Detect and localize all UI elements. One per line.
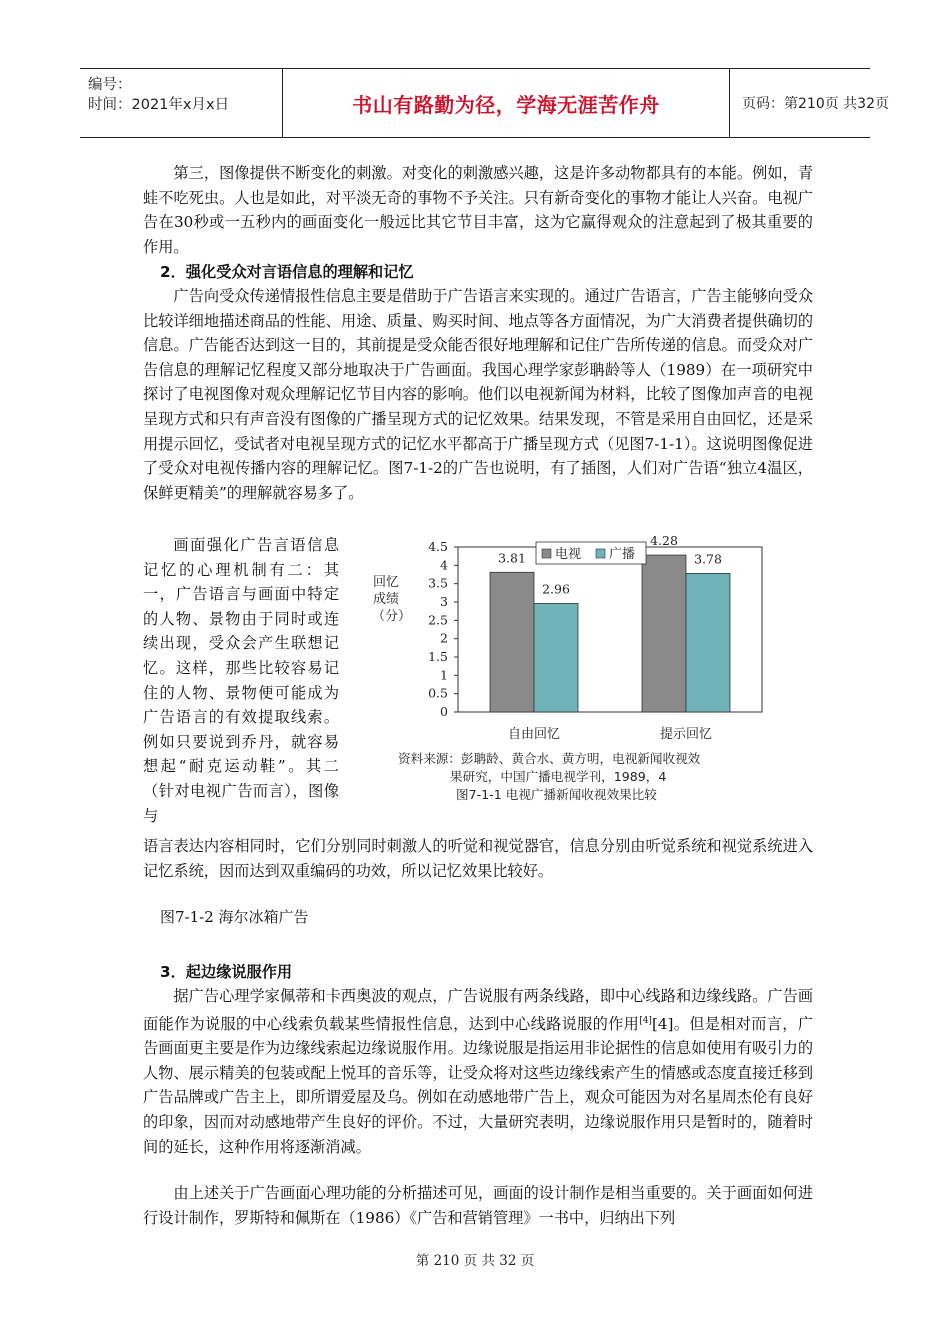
section-heading-2: 2．强化受众对言语信息的理解和记忆 — [160, 263, 414, 281]
bar-value-label: 4.28 — [650, 533, 678, 549]
paragraph-third-point: 第三，图像提供不断变化的刺激。对变化的刺激感兴趣，这是许多动物都具有的本能。例如，青蛙不吃死虫。人也是如此，对平淡无奇的事物不予关注。只有新奇变化的事物才能让人兴奋。电视广告在30秒或一五秒内的画面变化一般远比其它节目丰富，这为它赢得观众的注意起到了极其重要的作用。 — [143, 164, 813, 256]
bar-chart-figure — [368, 532, 764, 812]
bar-value-label: 3.81 — [498, 550, 526, 566]
y-tick-label: 1 — [440, 667, 448, 683]
bar-tv — [642, 555, 686, 712]
citation-superscript: [4] — [639, 1015, 652, 1026]
paragraph-peripheral-part-a: 据广告心理学家佩蒂和卡西奥波的观点，广告说服有两条线路，即中心线路和边缘线路。广告画面能作为说服的中心线索负载某些情报性信息，达到中心线路说服的作用 — [143, 987, 813, 1033]
legend-label: 广播 — [609, 547, 636, 562]
chart-y-axis-label: 回忆成绩（分） — [372, 575, 412, 624]
y-tick-label: 3 — [440, 594, 448, 609]
chart-source-line-1: 资料来源：彭聃龄、黄合水、黄方明，电视新闻收视效 — [398, 751, 701, 766]
header-page-label: 页码：第210页 共32页 — [742, 96, 889, 112]
number-label: 编号： — [88, 77, 132, 93]
paragraph-language-memory: 广告向受众传递情报性信息主要是借助于广告语言来实现的。通过广告语言，广告主能够向受众比较详细地描述商品的性能、用途、质量、购买时间、地点等各方面情况，为广大消费者提供确切的信息。广告能否达到这一目的，其前提是受众能否很好地理解和记住广告所传递的信息。而受众对广告信息的理解记忆程度又部分地取决于广告画面。我国心理学家彭聃龄等人（1989）在一项研究中探讨了电视图像对观众理解记忆节目内容的影响。他们以电视新闻为材料，比较了图像加声音的电视呈现方式和只有声音没有图像的广播呈现方式的记忆效果。结果发现，不管是采用自由回忆，还是采用提示回忆，受试者对电视呈现方式的记忆水平都高于广播呈现方式（见图7-1-1）。这说明图像促进了受众对电视传播内容的理解记忆。图7-1-2的广告也说明，有了插图，人们对广告语“独立4温区，保鲜更精美”的理解就容易多了。 — [143, 287, 813, 502]
chart-source-line-2: 果研究，中国广播电视学刊，1989，4 — [450, 769, 667, 784]
chart-svg — [368, 532, 764, 752]
y-tick-label: 2 — [440, 630, 448, 646]
header-motto: 书山有路勤为径，学海无涯苦作舟 — [282, 69, 730, 137]
bar-radio — [534, 603, 578, 712]
chart-caption: 图7-1-1 电视广播新闻收视效果比较 — [456, 787, 657, 802]
y-tick-label: 3.5 — [428, 575, 448, 591]
y-tick-label: 1.5 — [428, 649, 448, 664]
bar-tv — [490, 572, 534, 712]
bar-value-label: 2.96 — [542, 581, 570, 597]
y-tick-label: 2.5 — [428, 612, 448, 628]
header-meta — [80, 69, 282, 137]
legend-swatch — [542, 549, 551, 558]
legend-label: 电视 — [555, 547, 582, 562]
page-footer: 第 210 页 共 32 页 — [415, 1253, 535, 1269]
y-tick-label: 0 — [440, 704, 448, 719]
time-label: 时间：2021年x月x日 — [88, 97, 230, 113]
paragraph-mechanism: 画面强化广告言语信息记忆的心理机制有二：其一，广告语言与画面中特定的人物、景物由于同时或连续出现，受众会产生联想记忆。这样，那些比较容易记住的人物、景物便可能成为广告语言的有效提取线索。例如只要说到乔丹，就容易想起“耐克运动鞋”。其二（针对电视广告而言），图像与 — [143, 536, 339, 825]
section-heading-3: 3．起边缘说服作用 — [160, 963, 293, 981]
y-tick-label: 0.5 — [428, 685, 448, 701]
x-category-label: 自由回忆 — [507, 727, 561, 742]
paragraph-peripheral-part-b: [4]。但是相对而言，广告画面更主要是作为边缘线索起边缘说服作用。边缘说服是指运用非论据性的信息如使用有吸引力的人物、展示精美的包装或配上悦耳的音乐等，让受众将对这些边缘线索产生的情感或态度直接迁移到广告品牌或广告主上，即所谓爱屋及乌。例如在动感地带广告上，观众可能因为对名星周杰伦有良好的印象，因而对动感地带产生良好的评价。不过，大量研究表明，边缘说服作用只是暂时的，随着时间的延长，这种作用将逐渐消减。 — [143, 1014, 814, 1156]
y-tick-label: 4.5 — [428, 539, 448, 554]
legend-swatch — [596, 549, 605, 558]
bar-value-label: 3.78 — [694, 551, 722, 567]
bar-radio — [686, 573, 730, 712]
page-header — [80, 68, 889, 138]
figure-7-1-2-caption: 图7-1-2 海尔冰箱广告 — [160, 908, 309, 926]
y-tick-label: 4 — [440, 557, 448, 573]
chart-source-note — [398, 750, 758, 804]
paragraph-peripheral-persuasion — [143, 984, 813, 1159]
paragraph-mechanism-continued: 语言表达内容相同时，它们分别同时刺激人的听觉和视觉器官，信息分别由听觉系统和视觉系统进入记忆系统，因而达到双重编码的功效，所以记忆效果比较好。 — [143, 837, 813, 880]
x-category-label: 提示回忆 — [659, 727, 713, 742]
paragraph-design-summary: 由上述关于广告画面心理功能的分析描述可见，画面的设计制作是相当重要的。关于画面如何进行设计制作，罗斯特和佩斯在（1986）《广告和营销管理》一书中，归纳出下列 — [143, 1184, 813, 1227]
